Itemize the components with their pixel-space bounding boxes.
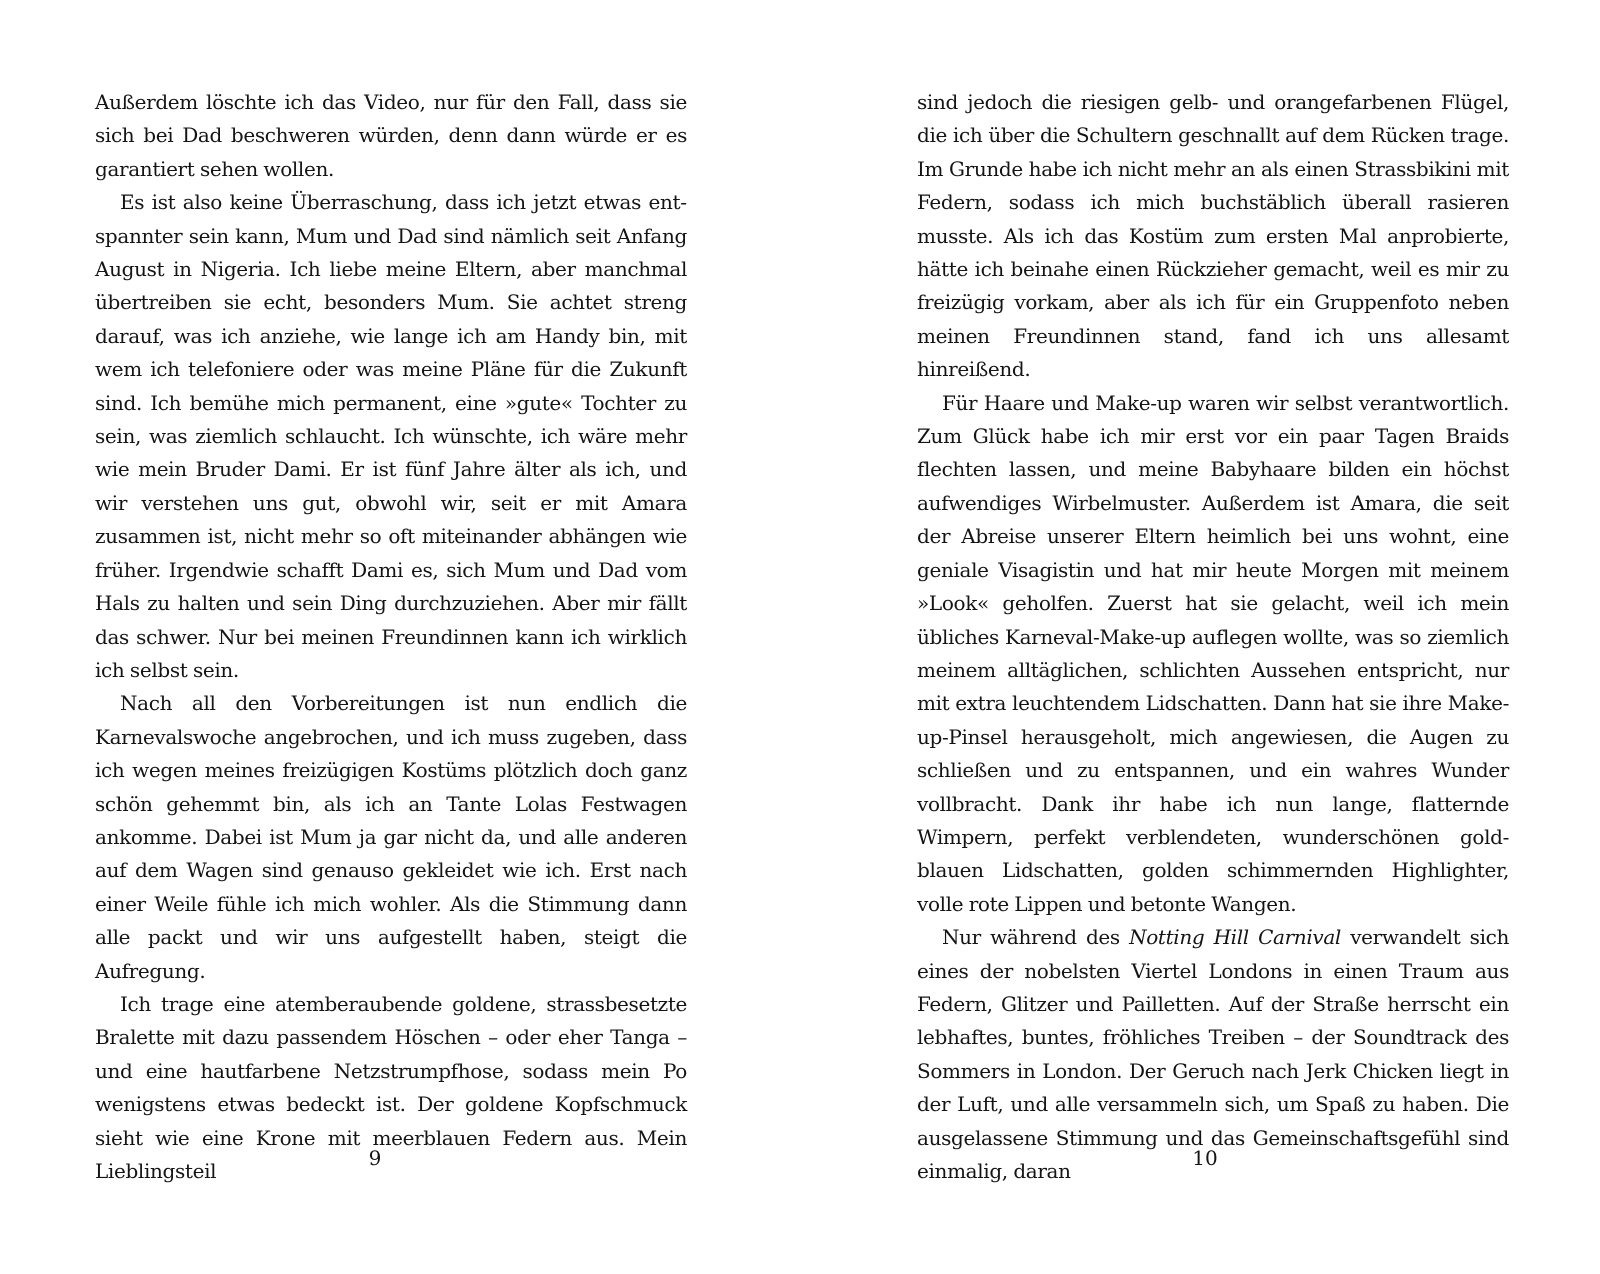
page-number: 10 (1192, 1146, 1218, 1170)
paragraph: sind jedoch die riesigen gelb- und orangefarbenen Flügel, die ich über die Schultern geschnallt auf dem Rücken trage. Im Grunde habe ich nicht mehr an als einen Strassbikini mit Federn, sodass ich mich buchstäblich überall rasieren musste. Als ich das Kostüm zum ersten Mal anprobierte, hätte ich beinahe einen Rückzieher gemacht, weil es mir zu freizügig vorkam, aber als ich für ein Gruppenfoto neben meinen Freundinnen stand, fand ich uns allesamt hinreißend. (917, 90, 1509, 382)
paragraph-text: Nur während des (942, 925, 1130, 950)
right-page-body (917, 86, 1509, 1188)
paragraph-text: verwandelt sich eines der nobelsten Viertel Londons in einen Traum aus Federn, Glitzer und Pailletten. Auf der Straße herrscht ein lebhaftes, buntes, fröhliches Treiben – der Soundtrack des Sommers in London. Der Geruch nach Jerk Chicken liegt in der Luft, und alle versammeln sich, um Spaß zu haben. Die ausgelassene Stimmung und das Gemeinschaftsgefühl sind einmalig, daran (917, 925, 1509, 1183)
right-page (917, 86, 1509, 1206)
paragraph: Nach all den Vorbereitungen ist nun endlich die Karnevalswoche angebrochen, und ich muss zugeben, dass ich wegen meines freizügigen Kostüms plötzlich doch ganz schön gehemmt bin, als ich an Tante Lolas Festwagen ankomme. Dabei ist Mum ja gar nicht da, und alle anderen auf dem Wagen sind genauso gekleidet wie ich. Erst nach einer Weile fühle ich mich wohler. Als die Stimmung dann alle packt und wir uns aufgestellt haben, steigt die Aufregung. (95, 691, 687, 983)
event-name-italic: Notting Hill Carnival (1129, 925, 1341, 950)
paragraph: Ich trage eine atemberaubende goldene, strassbesetzte Bralette mit dazu passendem Höschen – oder eher Tanga – und eine hautfarbene Netzstrumpfhose, sodass mein Po wenigstens etwas bedeckt ist. Der goldene Kopfschmuck sieht wie eine Krone mit meerblauen Federn aus. Mein Lieblingsteil (95, 991, 687, 1183)
left-page-body (95, 86, 687, 1188)
left-page (95, 86, 687, 1206)
paragraph: Außerdem löschte ich das Video, nur für den Fall, dass sie sich bei Dad beschweren würden, denn dann würde er es garantiert sehen wollen. (95, 90, 687, 181)
page-number: 9 (368, 1146, 382, 1170)
paragraph: Es ist also keine Überraschung, dass ich jetzt etwas entspannter sein kann, Mum und Dad sind nämlich seit Anfang August in Nigeria. Ich liebe meine Eltern, aber manchmal übertreiben sie echt, besonders Mum. Sie achtet streng darauf, was ich anziehe, wie lange ich am Handy bin, mit wem ich telefoniere oder was meine Pläne für die Zukunft sind. Ich bemühe mich permanent, eine »gute« Tochter zu sein, was ziemlich schlaucht. Ich wünschte, ich wäre mehr wie mein Bruder Dami. Er ist fünf Jahre älter als ich, und wir verstehen uns gut, obwohl wir, seit er mit Amara zusammen ist, nicht mehr so oft miteinander abhängen wie früher. Irgendwie schafft Dami es, sich Mum und Dad vom Hals zu halten und sein Ding durchzuziehen. Aber mir fällt das schwer. Nur bei meinen Freundinnen kann ich wirklich ich selbst sein. (95, 190, 687, 682)
paragraph: Für Haare und Make-up waren wir selbst verantwortlich. Zum Glück habe ich mir erst vor ein paar Tagen Braids flechten lassen, und meine Babyhaare bilden ein höchst aufwendiges Wirbelmuster. Außerdem ist Amara, die seit der Abreise unserer Eltern heimlich bei uns wohnt, eine geniale Visagistin und hat mir heute Morgen mit meinem »Look« geholfen. Zuerst hat sie gelacht, weil ich mein übliches Karneval-Make-up auflegen wollte, was so ziemlich meinem alltäglichen, schlichten Aussehen entspricht, nur mit extra leuchtendem Lidschatten. Dann hat sie ihre Make-up-Pinsel herausgeholt, mich angewiesen, die Augen zu schließen und zu entspannen, und ein wahres Wunder vollbracht. Dank ihr habe ich nun lange, flatternde Wimpern, perfekt verblendeten, wunderschönen gold-blauen Lidschatten, golden schimmernden Highlighter, volle rote Lippen und betonte Wangen. (917, 390, 1509, 916)
